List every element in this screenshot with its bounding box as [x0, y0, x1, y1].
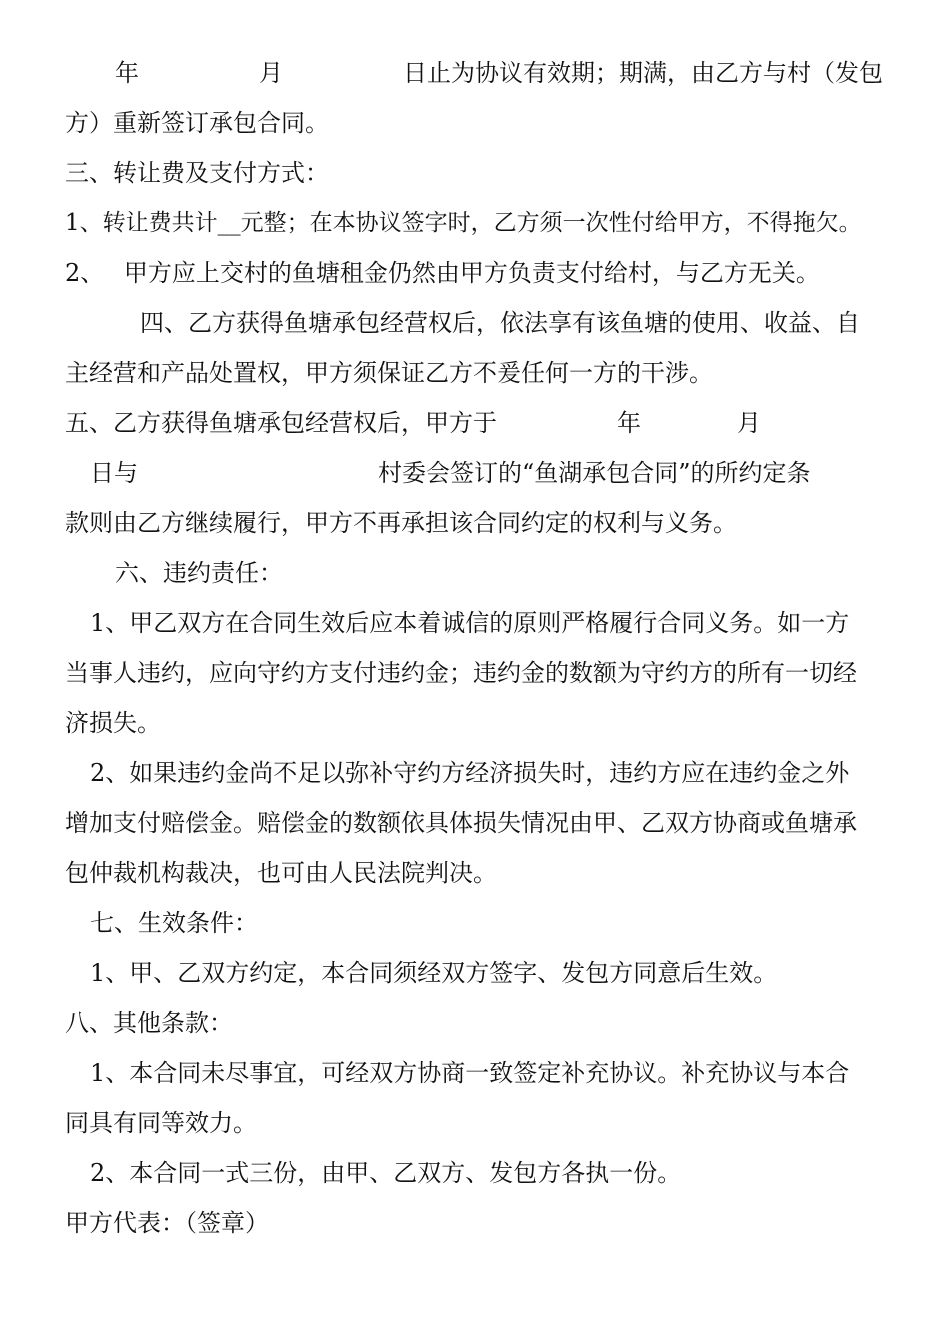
section-6-heading: 六、违约责任：	[115, 559, 283, 587]
section-3-heading: 三、转让费及支付方式：	[65, 159, 329, 187]
section-6-item-1-line-2: 当事人违约，应向守约方支付违约金；违约金的数额为守约方的所有一切经	[65, 659, 857, 687]
section-8-item-1-line-1: 1、本合同未尽事宜，可经双方协商一致签定补充协议。补充协议与本合	[90, 1059, 850, 1087]
section-8-heading: 八、其他条款：	[65, 1009, 233, 1037]
clause-2-term-line-2: 方）重新签订承包合同。	[65, 109, 329, 137]
clause-2-term-line-1: 年 月 日止为协议有效期；期满，由乙方与村（发包	[115, 59, 883, 87]
party-a-signature-label: 甲方代表：（签章）	[65, 1209, 269, 1237]
section-7-heading: 七、生效条件：	[90, 909, 258, 937]
section-6-item-2-line-2: 增加支付赔偿金。赔偿金的数额依具体损失情况由甲、乙双方协商或鱼塘承	[65, 809, 857, 837]
section-3-item-1: 1、转让费共计__元整；在本协议签字时，乙方须一次性付给甲方，不得拖欠。	[65, 210, 862, 236]
section-8-item-2: 2、本合同一式三份，由甲、乙双方、发包方各执一份。	[90, 1159, 682, 1187]
section-6-item-1-line-1: 1、甲乙双方在合同生效后应本着诚信的原则严格履行合同义务。如一方	[90, 609, 850, 637]
section-5-line-1: 五、乙方获得鱼塘承包经营权后，甲方于 年 月	[65, 409, 761, 437]
section-4-line-1: 四、乙方获得鱼塘承包经营权后，依法享有该鱼塘的使用、收益、自	[140, 309, 860, 337]
section-6-item-2-line-1: 2、如果违约金尚不足以弥补守约方经济损失时，违约方应在违约金之外	[90, 759, 850, 787]
section-6-item-2-line-3: 包仲裁机构裁决，也可由人民法院判决。	[65, 859, 497, 887]
section-6-item-1-line-3: 济损失。	[65, 709, 161, 737]
section-4-line-2: 主经营和产品处置权，甲方须保证乙方不爰任何一方的干涉。	[65, 359, 713, 387]
section-5-line-2: 日与 村委会签订的“鱼湖承包合同”的所约定条	[90, 459, 811, 487]
section-3-item-2: 2、 甲方应上交村的鱼塘租金仍然由甲方负责支付给村，与乙方无关。	[65, 259, 820, 287]
section-5-line-3: 款则由乙方继续履行，甲方不再承担该合同约定的权利与义务。	[65, 509, 737, 537]
section-7-item-1: 1、甲、乙双方约定，本合同须经双方签字、发包方同意后生效。	[90, 959, 778, 987]
section-8-item-1-line-2: 同具有同等效力。	[65, 1109, 257, 1137]
